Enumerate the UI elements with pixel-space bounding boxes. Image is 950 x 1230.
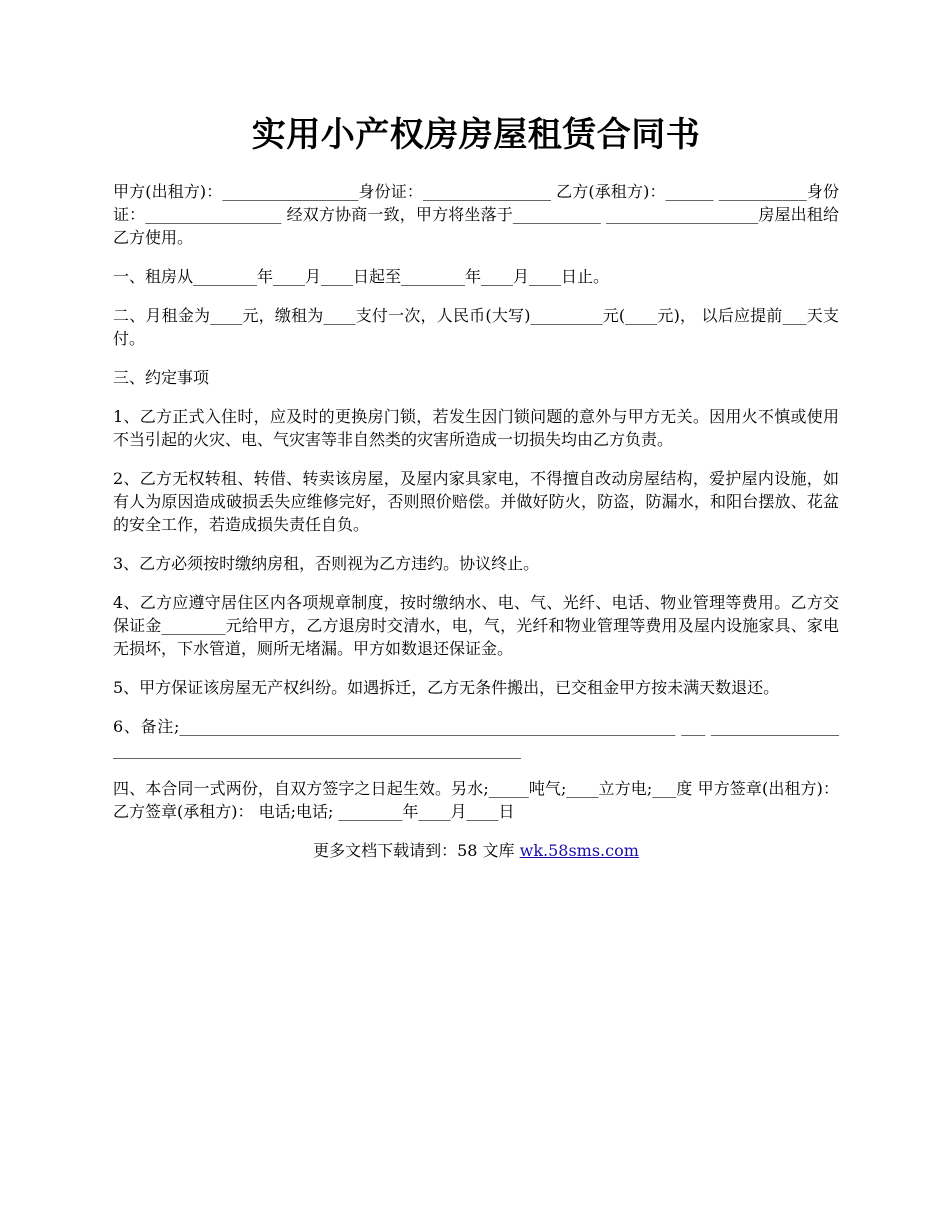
lease-term-paragraph: 一、租房从________年____月____日起至________年____月____日止。: [113, 267, 610, 286]
clause-2: 2、乙方无权转租、转借、转卖该房屋，及屋内家具家电，不得擅自改动房屋结构，爱护屋内设施，如有人为原因造成破损丢失应维修完好，否则照价赔偿。并做好防火，防盗，防漏水，和阳台摆放、花盆的安全工作，若造成损失责任自负。: [113, 469, 839, 534]
clause-6-remarks: 6、备注;______________________________________________________________ ___ ___________________________________________________________________: [113, 717, 839, 759]
document-title: 实用小产权房房屋租赁合同书: [251, 115, 701, 155]
parties-paragraph: 甲方(出租方)：_________________身份证：________________ 乙方(承租方)：______ ___________身份证：_________________ 经双方协商一致，甲方将坐落于___________ ___________________房屋出租给乙方使用。: [113, 182, 839, 247]
clause-4: 4、乙方应遵守居住区内各项规章制度，按时缴纳水、电、气、光纤、电话、物业管理等费用。乙方交保证金________元给甲方，乙方退房时交清水，电，气，光纤和物业管理等费用及屋内设施家具、家电无损坏，下水管道，厕所无堵漏。甲方如数退还保证金。: [113, 593, 839, 658]
rent-paragraph: 二、月租金为____元，缴租为____支付一次，人民币(大写)_________元(____元)， 以后应提前___天支付。: [113, 306, 839, 348]
clause-3: 3、乙方必须按时缴纳房租，否则视为乙方违约。协议终止。: [113, 554, 540, 573]
agreed-items-heading: 三、约定事项: [113, 368, 210, 387]
signature-paragraph: 四、本合同一式两份，自双方签字之日起生效。另水;_____吨气;____立方电;___度 甲方签章(出租方)：乙方签章(承租方)： 电话;电话; ________年____月____日: [113, 779, 839, 821]
footer-link[interactable]: wk.58sms.com: [519, 841, 639, 860]
clause-1: 1、乙方正式入住时，应及时的更换房门锁，若发生因门锁问题的意外与甲方无关。因用火不慎或使用不当引起的火灾、电、气灾害等非自然类的灾害所造成一切损失均由乙方负责。: [113, 407, 839, 449]
footer: [113, 839, 839, 862]
document-page: [113, 112, 839, 862]
footer-text: 更多文档下载请到：58 文库: [313, 841, 520, 860]
clause-5: 5、甲方保证该房屋无产权纠纷。如遇拆迁，乙方无条件搬出，已交租金甲方按未满天数退还。: [113, 678, 780, 697]
